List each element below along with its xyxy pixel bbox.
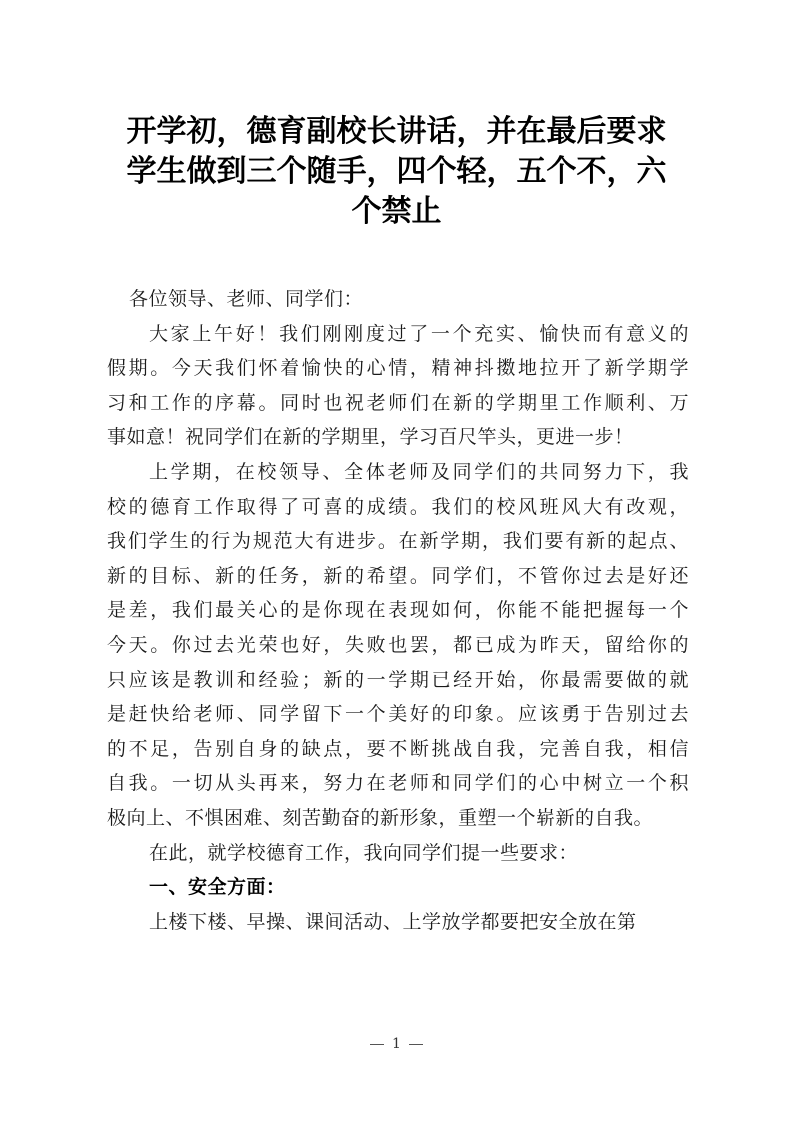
paragraph-1-line: 假期。今天我们怀着愉快的心情，精神抖擞地拉开了新学期学 <box>107 357 689 380</box>
paragraph-2-line: 是赶快给老师、同学留下一个美好的印象。应该勇于告别过去 <box>107 703 689 726</box>
paragraph-3: 在此，就学校德育工作，我向同学们提一些要求： <box>149 841 579 864</box>
title-line-3: 个禁止 <box>351 194 442 229</box>
paragraph-2-line: 的不足，告别自身的缺点，要不断挑战自我，完善自我，相信 <box>107 737 689 760</box>
paragraph-2-line: 校的德育工作取得了可喜的成绩。我们的校风班风大有改观， <box>107 495 689 518</box>
paragraph-2-line: 上学期，在校领导、全体老师及同学们的共同努力下，我 <box>149 460 689 483</box>
paragraph-1-line: 习和工作的序幕。同时也祝老师们在新的学期里工作顺利、万 <box>107 391 689 414</box>
page-number: 1 <box>392 1036 401 1052</box>
paragraph-1-line: 大家上午好！我们刚刚度过了一个充实、愉快而有意义的 <box>149 322 689 345</box>
paragraph-1-line: 事如意！祝同学们在新的学期里，学习百尺竿头，更进一步！ <box>107 426 634 449</box>
paragraph-2-line: 极向上、不惧困难、刻苦勤奋的新形象，重塑一个崭新的自我。 <box>107 806 654 829</box>
document-title <box>100 112 693 232</box>
footer-dash-right <box>409 1044 423 1045</box>
section-1-text-line: 上楼下楼、早操、课间活动、上学放学都要把安全放在第 <box>149 910 637 933</box>
paragraph-2-line: 新的目标、新的任务，新的希望。同学们，不管你过去是好还 <box>107 564 689 587</box>
title-line-2: 学生做到三个随手，四个轻，五个不，六 <box>126 154 667 189</box>
paragraph-2-line: 自我。一切从头再来，努力在老师和同学们的心中树立一个积 <box>107 772 689 795</box>
document-body <box>107 282 689 939</box>
salutation: 各位领导、老师、同学们： <box>129 288 364 310</box>
paragraph-2-line: 今天。你过去光荣也好，失败也罢，都已成为昨天，留给你的 <box>107 633 689 656</box>
section-1-heading: 一、安全方面： <box>149 876 286 899</box>
paragraph-2-line: 我们学生的行为规范大有进步。在新学期，我们要有新的起点、 <box>107 530 689 553</box>
page-footer <box>0 1036 793 1052</box>
paragraph-2-line: 是差，我们最关心的是你现在表现如何，你能不能把握每一个 <box>107 599 689 622</box>
footer-dash-left <box>370 1044 384 1045</box>
title-line-1: 开学初，德育副校长讲话，并在最后要求 <box>126 114 667 149</box>
paragraph-2-line: 只应该是教训和经验；新的一学期已经开始，你最需要做的就 <box>107 668 689 691</box>
